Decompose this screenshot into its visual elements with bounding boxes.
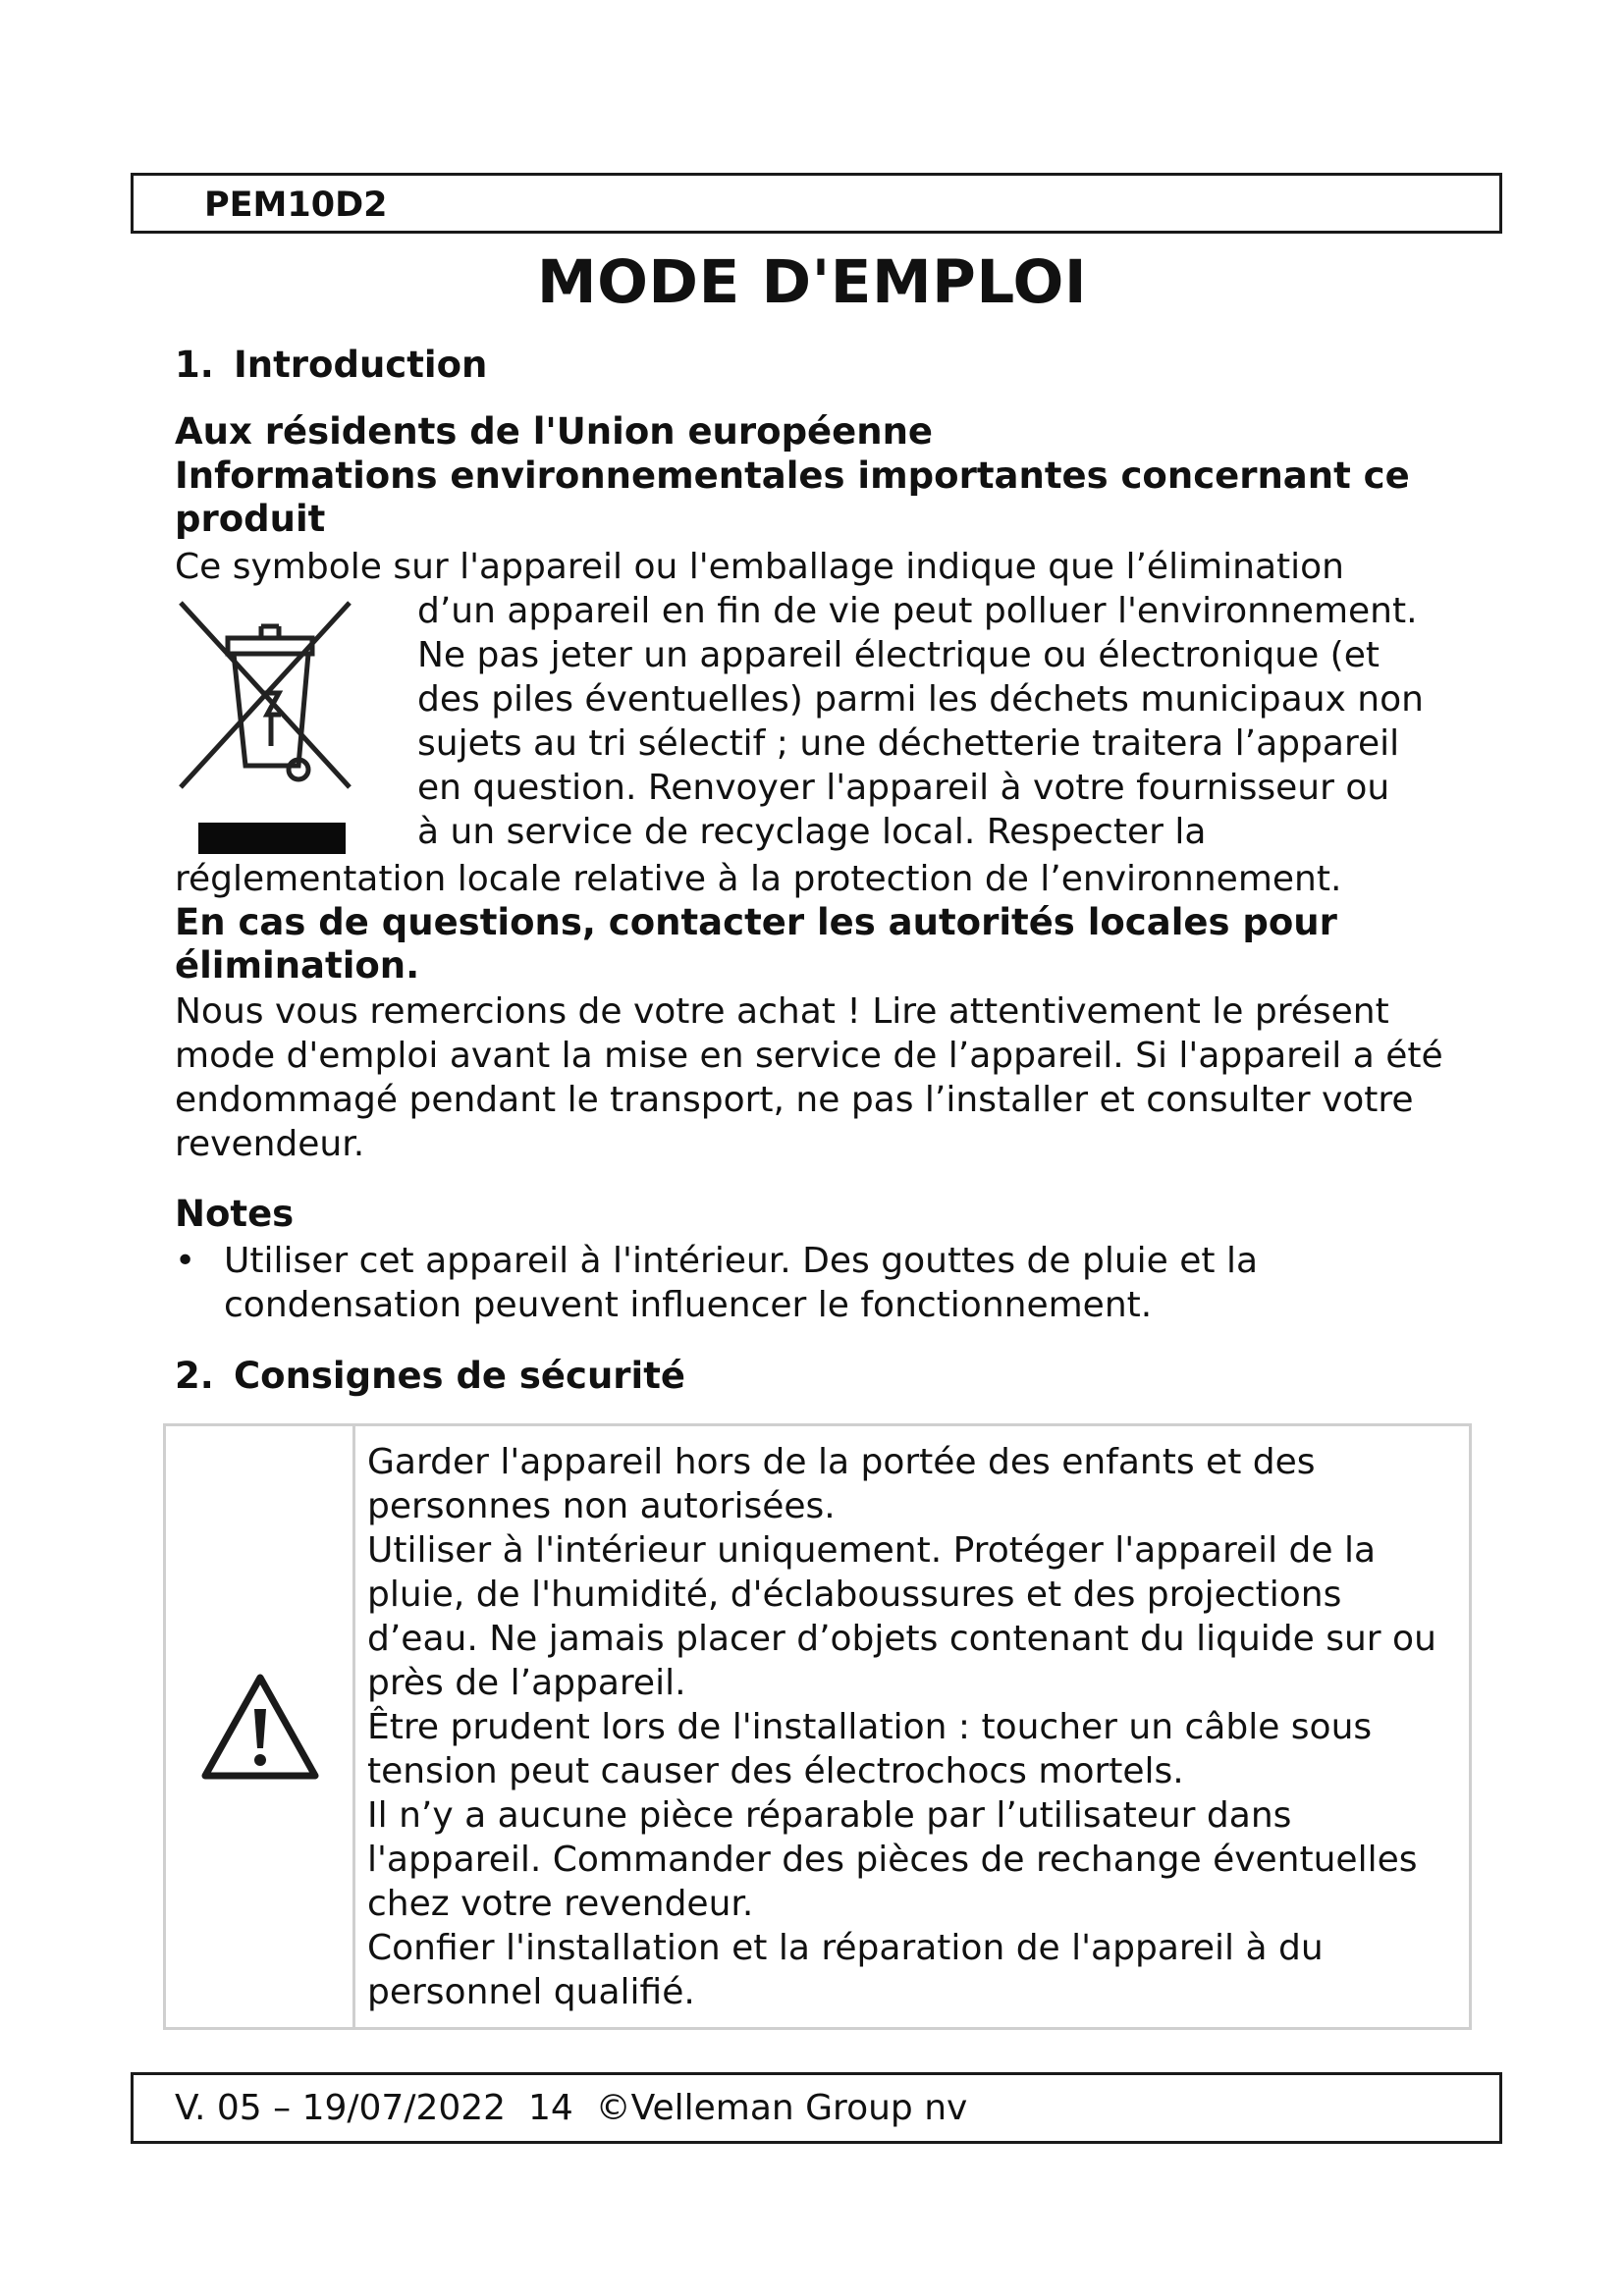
environment-line-last: réglementation locale relative à la protection de l’environnement. <box>175 859 1342 899</box>
model-number: PEM10D2 <box>204 186 388 225</box>
safety-item: Utiliser à l'intérieur uniquement. Protéger l'appareil de la pluie, de l'humidité, d'éclaboussures et des projections d’eau. Ne jamais placer d’objets contenant du liquide sur ou près de l’appareil. <box>367 1530 1436 1703</box>
section-number: 1. <box>175 344 214 386</box>
environment-wrap-line: d’un appareil en fin de vie peut polluer l'environnement. <box>417 591 1418 631</box>
footer-box <box>131 2072 1502 2144</box>
safety-item: Confier l'installation et la réparation de l'appareil à du personnel qualifié. <box>367 1928 1324 2012</box>
section-safety-heading <box>175 1355 685 1397</box>
footer-version-text: V. 05 – 19/07/2022 14 ©Velleman Group nv <box>175 2088 968 2128</box>
header-box <box>131 173 1502 234</box>
weee-black-bar <box>198 823 346 854</box>
environment-wrap-line: Ne pas jeter un appareil électrique ou électronique (et <box>417 635 1380 675</box>
page-title: MODE D'EMPLOI <box>536 247 1088 317</box>
environment-line-1: Ce symbole sur l'appareil ou l'emballage indique que l’élimination <box>175 547 1344 587</box>
safety-item: Garder l'appareil hors de la portée des enfants et des personnes non autorisées. <box>367 1442 1316 1526</box>
safety-item: Être prudent lors de l'installation : toucher un câble sous tension peut causer des électrochocs mortels. <box>367 1707 1373 1791</box>
environment-wrap-line: des piles éventuelles) parmi les déchets municipaux non <box>417 679 1424 720</box>
section-number: 2. <box>175 1355 214 1397</box>
thanks-paragraph: Nous vous remercions de votre achat ! Lire attentivement le présent mode d'emploi avant la mise en service de l’appareil. Si l'appareil a été endommagé pendant le transport, ne pas l’installer et consulter votre revendeur. <box>175 991 1443 1164</box>
environment-wrap-text <box>417 589 1497 854</box>
safety-instructions <box>367 1440 1462 2014</box>
weee-bin-icon <box>177 599 363 799</box>
notes-item-text: Utiliser cet appareil à l'intérieur. Des gouttes de pluie et la condensation peuvent influencer le fonctionnement. <box>224 1241 1258 1325</box>
table-divider <box>352 1426 355 2027</box>
environment-wrap-line: à un service de recyclage local. Respecter la <box>417 812 1207 852</box>
section-title: Introduction <box>234 344 488 386</box>
section-introduction-heading <box>175 344 487 386</box>
safety-table <box>163 1423 1472 2030</box>
notes-heading: Notes <box>175 1193 295 1235</box>
safety-item: Il n’y a aucune pièce réparable par l’utilisateur dans l'appareil. Commander des pièces de rechange éventuelles chez votre revendeur. <box>367 1795 1418 1924</box>
environment-heading: Informations environnementales importantes concernant ce produit <box>175 454 1410 540</box>
warning-triangle-icon <box>199 1672 321 1786</box>
environment-wrap-line: sujets au tri sélectif ; une déchetterie traitera l’appareil <box>417 723 1400 764</box>
residents-heading: Aux résidents de l'Union européenne <box>175 410 934 453</box>
section-title: Consignes de sécurité <box>234 1355 686 1397</box>
contact-authorities-text: En cas de questions, contacter les autorités locales pour élimination. <box>175 901 1337 987</box>
environment-wrap-line: en question. Renvoyer l'appareil à votre fournisseur ou <box>417 768 1390 808</box>
bullet-icon: • <box>175 1241 196 1281</box>
